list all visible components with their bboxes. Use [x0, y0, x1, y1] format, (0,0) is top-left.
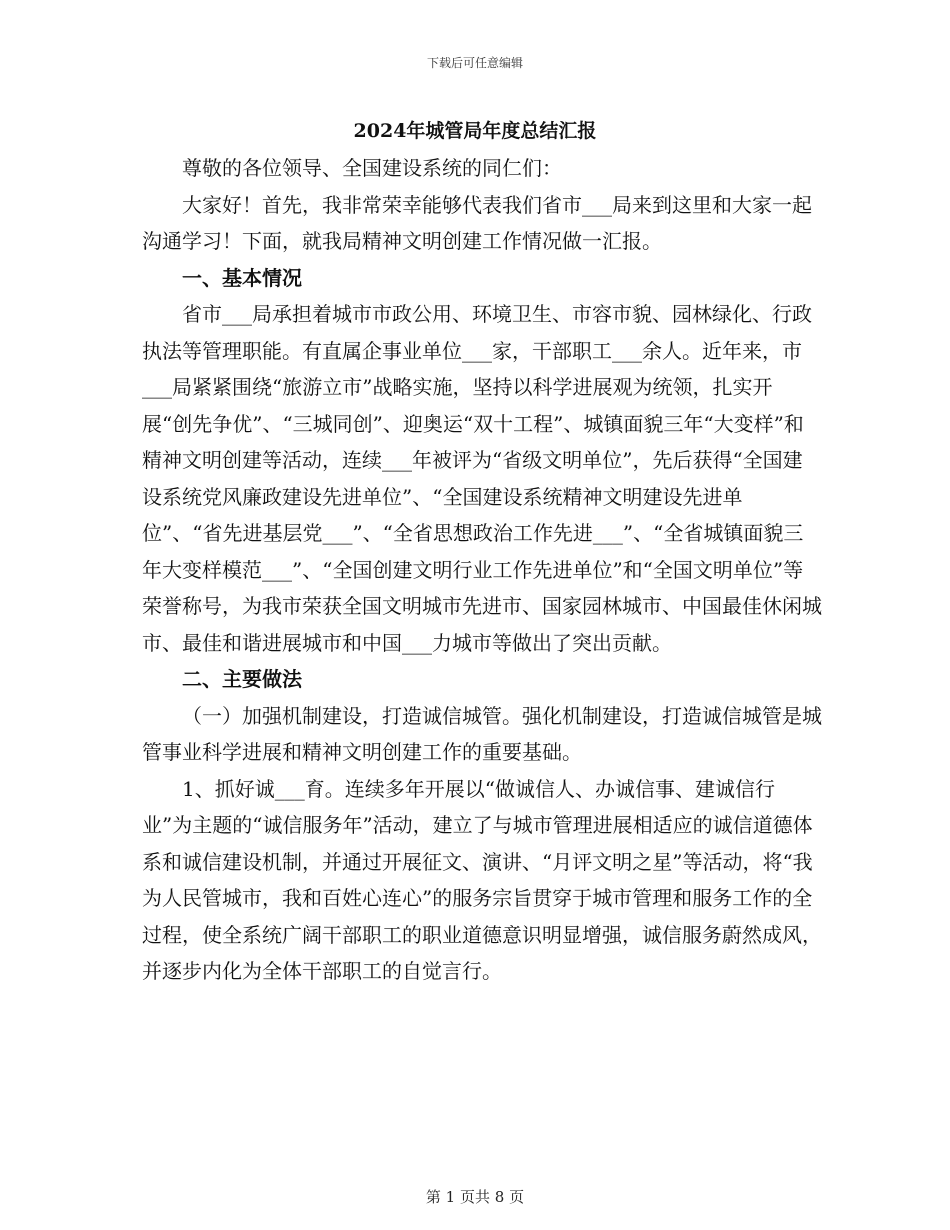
basic-situation-paragraph: 省市___局承担着城市市政公用、环境卫生、市容市貌、园林绿化、行政执法等管理职能。有直属企事业单位___家，干部职工___余人。近年来，市___局紧紧围绕“旅游立市”战略实施，坚持以科学进展观为统领，扎实开展“创先争优”、“三城同创”、迎奥运“双十工程”、城镇面貌三年“大变样”和精神文明创建等活动，连续___年被评为“省级文明单位”，先后获得“全国建设系统党风廉政建设先进单位”、“全国建设系统精神文明建设先进单位”、“省先进基层党___”、“全省思想政治工作先进___”、“全省城镇面貌三年大变样模范___”、“全国创建文明行业工作先进单位”和“全国文明单位”等荣誉称号，为我市荣获全国文明城市先进市、国家园林城市、中国最佳休闲城市、最佳和谐进展城市和中国___力城市等做出了突出贡献。: [142, 302, 822, 655]
practice-item-1-paragraph: 1、抓好诚___育。连续多年开展以“做诚信人、办诚信事、建诚信行业”为主题的“诚信服务年”活动，建立了与城市管理进展相适应的诚信道德体系和诚信建设机制，并通过开展征文、演讲、“月评文明之星”等活动，将“我为人民管城市，我和百姓心连心”的服务宗旨贯穿于城市管理和服务工作的全过程，使全系统广阔干部职工的职业道德意识明显增强，诚信服务蔚然成风，并逐步内化为全体干部职工的自觉言行。: [142, 776, 822, 983]
practice-subheading-paragraph: （一）加强机制建设，打造诚信城管。强化机制建设，打造诚信城管是城管事业科学进展和精神文明创建工作的重要基础。: [142, 703, 822, 764]
section-heading-main-practices: 二、主要做法: [182, 667, 302, 691]
salutation-paragraph: 尊敬的各位领导、全国建设系统的同仁们：: [182, 156, 562, 180]
header-note: 下载后可任意编辑: [426, 56, 523, 70]
section-heading-basic-situation: 一、基本情况: [182, 265, 302, 290]
document-title: 2024年城管局年度总结汇报: [353, 120, 597, 142]
intro-paragraph: 大家好！首先，我非常荣幸能够代表我们省市___局来到这里和大家一起沟通学习！下面，就我局精神文明创建工作情况做一汇报。: [142, 192, 812, 253]
page-footer: 第 1 页共 8 页: [425, 1188, 525, 1206]
document-body: [142, 150, 822, 990]
